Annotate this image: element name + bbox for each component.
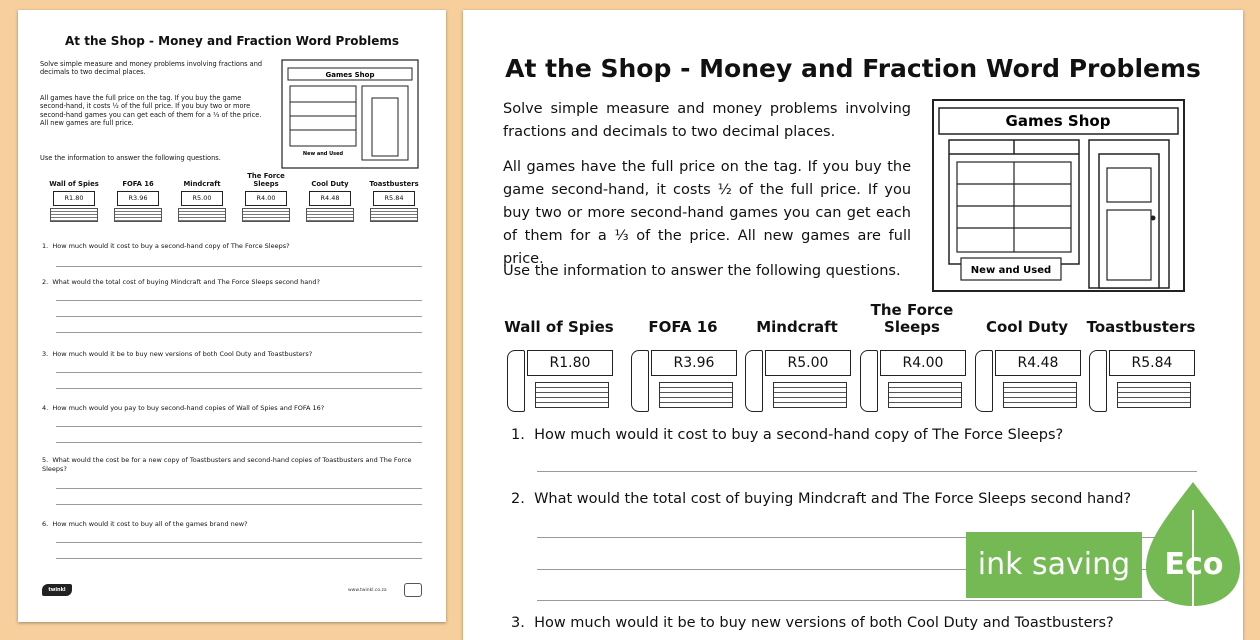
price-tag: R1.80 — [53, 191, 95, 206]
eco-label: Eco — [1164, 547, 1224, 582]
price-sign — [507, 346, 611, 410]
product-card — [971, 300, 1083, 410]
instruction-text: Use the information to answer the following questions. — [40, 154, 221, 162]
games-stack — [888, 382, 962, 408]
price-sign — [631, 346, 735, 410]
worksheet-thumbnail[interactable] — [18, 10, 446, 622]
price-tag: R5.00 — [181, 191, 223, 206]
sign-post — [507, 350, 525, 412]
sign-post — [975, 350, 993, 412]
rules-text: All games have the full price on the tag. If you buy the game second-hand, it costs ½ of the full price. If you buy two or more second-hand games you can get each of them for a ⅓ of the price. All new games are full price. — [503, 159, 912, 267]
question: 1. How much would it cost to buy a second-hand copy of The Force Sleeps? — [511, 427, 1064, 443]
question: 6. How much would it cost to buy all of the games brand new? — [42, 520, 248, 528]
product-name: The Force Sleeps — [870, 301, 954, 336]
product-card — [503, 300, 615, 410]
product-card — [170, 170, 234, 222]
ink-saving-label: ink saving — [966, 532, 1142, 598]
answer-line[interactable] — [537, 471, 1197, 472]
price-tag: R1.80 — [527, 350, 613, 376]
price-tag: R5.84 — [373, 191, 415, 206]
games-stack — [370, 208, 418, 222]
sign-post — [860, 350, 878, 412]
price-sign — [1089, 346, 1193, 410]
intro-text: Solve simple measure and money problems involving fractions and decimals to two decimal places. — [40, 60, 263, 77]
shop-illustration — [280, 58, 420, 170]
product-name: Mindcraft — [183, 179, 221, 188]
product-card — [1085, 300, 1197, 410]
question: 1. How much would it cost to buy a second-hand copy of The Force Sleeps? — [42, 242, 290, 250]
answer-line[interactable] — [56, 372, 422, 373]
price-tag: R4.00 — [880, 350, 966, 376]
product-card — [741, 300, 853, 410]
product-name: Mindcraft — [756, 318, 838, 336]
price-tag: R5.84 — [1109, 350, 1195, 376]
price-tag: R4.00 — [245, 191, 287, 206]
shop-sign: Games Shop — [1005, 112, 1111, 130]
product-card — [234, 170, 298, 222]
games-stack — [535, 382, 609, 408]
shop-illustration — [931, 98, 1186, 293]
answer-line[interactable] — [56, 332, 422, 333]
shop-sign: Games Shop — [325, 71, 375, 79]
question: 2. What would the total cost of buying Mindcraft and The Force Sleeps second hand? — [511, 491, 1132, 507]
intro-text: Solve simple measure and money problems involving fractions and decimals to two decimal places. — [503, 101, 911, 140]
games-stack — [773, 382, 847, 408]
answer-line[interactable] — [56, 300, 422, 301]
price-sign — [860, 346, 964, 410]
product-name: Wall of Spies — [49, 179, 99, 188]
price-tag: R5.00 — [765, 350, 851, 376]
shop-window-label: New and Used — [302, 151, 344, 157]
answer-line[interactable] — [56, 504, 422, 505]
price-tag: R3.96 — [651, 350, 737, 376]
price-sign — [975, 346, 1079, 410]
ink-saving-eco-badge — [966, 480, 1260, 630]
product-card — [627, 300, 739, 410]
sign-post — [745, 350, 763, 412]
games-stack — [1117, 382, 1191, 408]
twinkl-logo: twinkl — [42, 584, 72, 596]
answer-line[interactable] — [56, 266, 422, 267]
question: 5. What would the cost be for a new copy of Toastbusters and second-hand copies of Toastbusters and The Force Sleeps? — [42, 456, 412, 473]
games-stack — [242, 208, 290, 222]
answer-line[interactable] — [56, 558, 422, 559]
games-stack — [659, 382, 733, 408]
rules-text: All games have the full price on the tag. If you buy the game second-hand, it costs ½ of the full price. If you buy two or more second-hand games you can get each of them for a ⅓ of the price. All new games are full price. — [40, 94, 262, 128]
instruction-text: Use the information to answer the following questions. — [503, 263, 901, 279]
answer-line[interactable] — [56, 388, 422, 389]
sign-post — [1089, 350, 1107, 412]
games-stack — [114, 208, 162, 222]
question: 3. How much would it be to buy new versions of both Cool Duty and Toastbusters? — [42, 350, 313, 358]
product-name: The Force Sleeps — [247, 172, 285, 188]
answer-line[interactable] — [56, 542, 422, 543]
page-title: At the Shop - Money and Fraction Word Problems — [505, 54, 1201, 83]
product-card — [106, 170, 170, 222]
price-tag: R4.48 — [309, 191, 351, 206]
footer-url: www.twinkl.co.za — [348, 588, 387, 593]
product-card — [362, 170, 426, 222]
product-card — [856, 300, 968, 410]
question: 3. How much would it be to buy new versions of both Cool Duty and Toastbusters? — [511, 615, 1114, 631]
games-stack — [50, 208, 98, 222]
page-title: At the Shop - Money and Fraction Word Problems — [65, 34, 399, 48]
shop-window-label: New and Used — [970, 265, 1052, 276]
copyright-icon — [404, 583, 422, 597]
product-card — [42, 170, 106, 222]
games-stack — [178, 208, 226, 222]
answer-line[interactable] — [56, 488, 422, 489]
product-card — [298, 170, 362, 222]
product-name: Toastbusters — [369, 179, 419, 188]
price-tag: R3.96 — [117, 191, 159, 206]
product-name: Toastbusters — [1086, 318, 1196, 336]
games-stack — [306, 208, 354, 222]
answer-line[interactable] — [56, 316, 422, 317]
question: 2. What would the total cost of buying Mindcraft and The Force Sleeps second hand? — [42, 278, 320, 286]
product-name: Cool Duty — [311, 179, 349, 188]
question: 4. How much would you pay to buy second-hand copies of Wall of Spies and FOFA 16? — [42, 404, 325, 412]
product-name: FOFA 16 — [122, 179, 154, 188]
games-stack — [1003, 382, 1077, 408]
product-name: Cool Duty — [985, 318, 1069, 336]
price-sign — [745, 346, 849, 410]
price-tag: R4.48 — [995, 350, 1081, 376]
sign-post — [631, 350, 649, 412]
product-name: Wall of Spies — [504, 318, 614, 336]
answer-line[interactable] — [56, 426, 422, 427]
answer-line[interactable] — [56, 442, 422, 443]
product-name: FOFA 16 — [648, 318, 718, 336]
